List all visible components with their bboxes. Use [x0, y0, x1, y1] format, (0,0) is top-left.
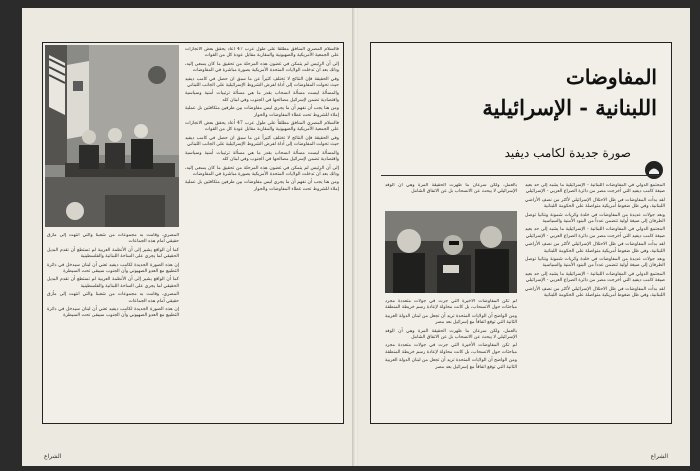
headline-line1: المفاوضات	[566, 65, 657, 89]
left-page	[22, 8, 354, 466]
paragraph: إن هذه الصورة الجديدة لكامب ديفيد تعني أن لبنان سيدخل في دائرة التطبيع مع العدو الصهيوني وأن الجنوب سيبقى تحت السيطرة	[47, 307, 179, 319]
photo-meeting-illustration	[45, 45, 179, 227]
paragraph: لقد بدأت المفاوضات في ظل الاحتلال الإسرائيلي لأكثر من نصف الأراضي اللبنانية، وفي ظل ضغوط أمريكية متواصلة على الحكومة اللبنانية	[525, 197, 665, 210]
paragraph: لقد بدأت المفاوضات في ظل الاحتلال الإسرائيلي لأكثر من نصف الأراضي اللبنانية، وفي ظل ضغوط أمريكية متواصلة على الحكومة اللبنانية	[525, 286, 665, 299]
paragraph: وفي الحقيقة فإن النتائج لا تختلف كثيراً عن ما سبق ان حصل في كامب ديفيد حيث تحولت المفاوضات إلى أداة لفرض الشروط الإسرائيلية على الجانب اللبناني	[185, 76, 339, 89]
paragraph: لم تكن المفاوضات الأخيرة التي جرت في جولات متعددة مجرد مباحثات حول الانسحاب، بل كانت محاولة لإعادة رسم خريطة المنطقة	[385, 343, 517, 355]
paragraph: والمسألة ليست مسألة انسحاب بقدر ما هي مسألة ترتيبات أمنية وسياسية واقتصادية تضمن لإسرائيل مصالحها في الجنوب وفي لبنان كله	[185, 150, 339, 163]
paragraph: والمسألة ليست مسألة انسحاب بقدر ما هي مسألة ترتيبات أمنية وسياسية واقتصادية تضمن لإسرائيل مصالحها في الجنوب وفي لبنان كله	[185, 91, 339, 103]
left-page-folio: الشراع	[44, 453, 62, 460]
paragraph: وفي الحقيقة فإن النتائج لا تختلف كثيراً عن ما سبق ان حصل في كامب ديفيد حيث تحولت المفاوضات إلى أداة لفرض الشروط الإسرائيلية على الجانب اللبناني	[185, 135, 339, 148]
headline-line2: اللبنانية - الإسرائيلية	[482, 95, 657, 120]
left-page-column-left	[47, 233, 179, 419]
paragraph: المصري، وقامت به مجموعات من شعبنا والتي انتهت إلى مأزق حقيقي أمام هذه الجماعات	[47, 233, 179, 245]
magazine-logo-icon	[645, 161, 663, 179]
logo-glyph-icon	[645, 161, 663, 179]
subheadline: صورة جديدة لكامب ديفيد	[504, 146, 631, 160]
right-page-column-right	[525, 183, 665, 419]
paragraph: المصري، وقامت به مجموعات من شعبنا والتي انتهت إلى مأزق حقيقي أمام هذه الجماعات	[47, 292, 179, 304]
paragraph: بالعمل، ولكن سرعان ما ظهرت الحقيقة المرة وهي أن الوفد الإسرائيلي لا يبحث عن الانسحاب بل عن الاتفاق الشامل	[385, 183, 517, 195]
paragraph: ومن هنا يجب أن نفهم أن ما يجري ليس مفاوضات بين طرفين متكافئين بل عملية إملاء للشروط تحت غطاء المفاوضات والحوار	[185, 180, 339, 192]
right-page	[358, 8, 690, 466]
paragraph: المجتمع الدولي في المفاوضات اللبنانية - الإسرائيلية ما يشبه إلى حد بعيد صيغة كامب ديفيد التي أخرجت مصر من دائرة الصراع العربي - الإسرائيلي	[525, 227, 665, 239]
paragraph: إلى أن الرئيس لم يتمكن في غضون هذه المرحلة من تحقيق ما كان يسعى إليه، وذلك بعد أن تدخلت الولايات المتحدة الأمريكية بصورة مباشرة في المفاوضات	[185, 165, 339, 177]
paragraph: ومن هنا يجب أن نفهم أن ما يجري ليس مفاوضات بين طرفين متكافئين بل عملية إملاء للشروط تحت غطاء المفاوضات والحوار	[185, 106, 339, 118]
paragraph: كما أن الواقع يشير إلى أن الأنظمة العربية لم تستطع أن تقدم البديل الحقيقي لما يجري على الساحة اللبنانية والفلسطينية	[47, 247, 179, 260]
magazine-spread	[22, 8, 690, 466]
paragraph: لم تكن المفاوضات الأخيرة التي جرت في جولات متعددة مجرد مباحثات حول الانسحاب، بل كانت محاولة لإعادة رسم خريطة المنطقة	[385, 299, 517, 311]
left-page-photo	[45, 45, 179, 227]
paragraph: المجتمع الدولي في المفاوضات اللبنانية - الإسرائيلية ما يشبه إلى حد بعيد صيغة كامب ديفيد التي أخرجت مصر من دائرة الصراع العربي - الإسرائيلي	[525, 183, 665, 195]
left-page-frame	[42, 42, 344, 424]
right-page-photo	[385, 211, 517, 293]
paragraph: إن هذه الصورة الجديدة لكامب ديفيد تعني أن لبنان سيدخل في دائرة التطبيع مع العدو الصهيوني وأن الجنوب سيبقى تحت السيطرة	[47, 262, 179, 275]
paragraph: كما أن الواقع يشير إلى أن الأنظمة العربية لم تستطع أن تقدم البديل الحقيقي لما يجري على الساحة اللبنانية والفلسطينية	[47, 277, 179, 289]
paragraph: بالعمل، ولكن سرعان ما ظهرت الحقيقة المرة وهي أن الوفد الإسرائيلي لا يبحث عن الانسحاب بل عن الاتفاق الشامل	[385, 328, 517, 341]
right-page-frame	[370, 42, 672, 424]
paragraph: وبعد جولات عديدة من المفاوضات في خلدة وكريات شمونة ونتانيا توصل الطرفان إلى صيغة أولية تتضمن عدداً من البنود الأمنية والسياسية	[525, 257, 665, 269]
right-page-column-left	[385, 299, 517, 419]
paragraph: وبعد جولات عديدة من المفاوضات في خلدة وكريات شمونة ونتانيا توصل الطرفان إلى صيغة أولية تتضمن عدداً من البنود الأمنية والسياسية	[525, 212, 665, 225]
paragraph: فالسلام المصري المنافق مطلقاً على طول عرب 47 أعاد يحقق بعض الانجازات على الجمعية الأمريكية والصهيونية والمقاربة مقابل عودة كل من القوات	[185, 47, 339, 59]
paragraph: ومن الواضح أن الولايات المتحدة تريد أن تجعل من لبنان الدولة العربية الثانية التي توقع اتفاقاً مع إسرائيل بعد مصر	[385, 358, 517, 370]
paragraph: إلى أن الرئيس لم يتمكن في غضون هذه المرحلة من تحقيق ما كان يسعى إليه، وذلك بعد أن تدخلت الولايات المتحدة الأمريكية بصورة مباشرة في المفاوضات	[185, 61, 339, 74]
paragraph: المجتمع الدولي في المفاوضات اللبنانية - الإسرائيلية ما يشبه إلى حد بعيد صيغة كامب ديفيد التي أخرجت مصر من دائرة الصراع العربي - الإسرائيلي	[525, 271, 665, 284]
photo-delegates-illustration	[385, 211, 517, 293]
left-page-column-right	[185, 47, 339, 419]
paragraph: ومن الواضح أن الولايات المتحدة تريد أن تجعل من لبنان الدولة العربية الثانية التي توقع اتفاقاً مع إسرائيل بعد مصر	[385, 313, 517, 326]
paragraph: لقد بدأت المفاوضات في ظل الاحتلال الإسرائيلي لأكثر من نصف الأراضي اللبنانية، وفي ظل ضغوط أمريكية متواصلة على الحكومة اللبنانية	[525, 242, 665, 254]
right-page-column-left-top	[385, 183, 517, 207]
right-page-folio: الشراع	[650, 453, 668, 460]
headline-rule	[381, 175, 661, 176]
paragraph: فالسلام المصري المنافق مطلقاً على طول عرب 47 أعاد يحقق بعض الانجازات على الجمعية الأمريكية والصهيونية والمقاربة مقابل عودة كل من القوات	[185, 121, 339, 133]
